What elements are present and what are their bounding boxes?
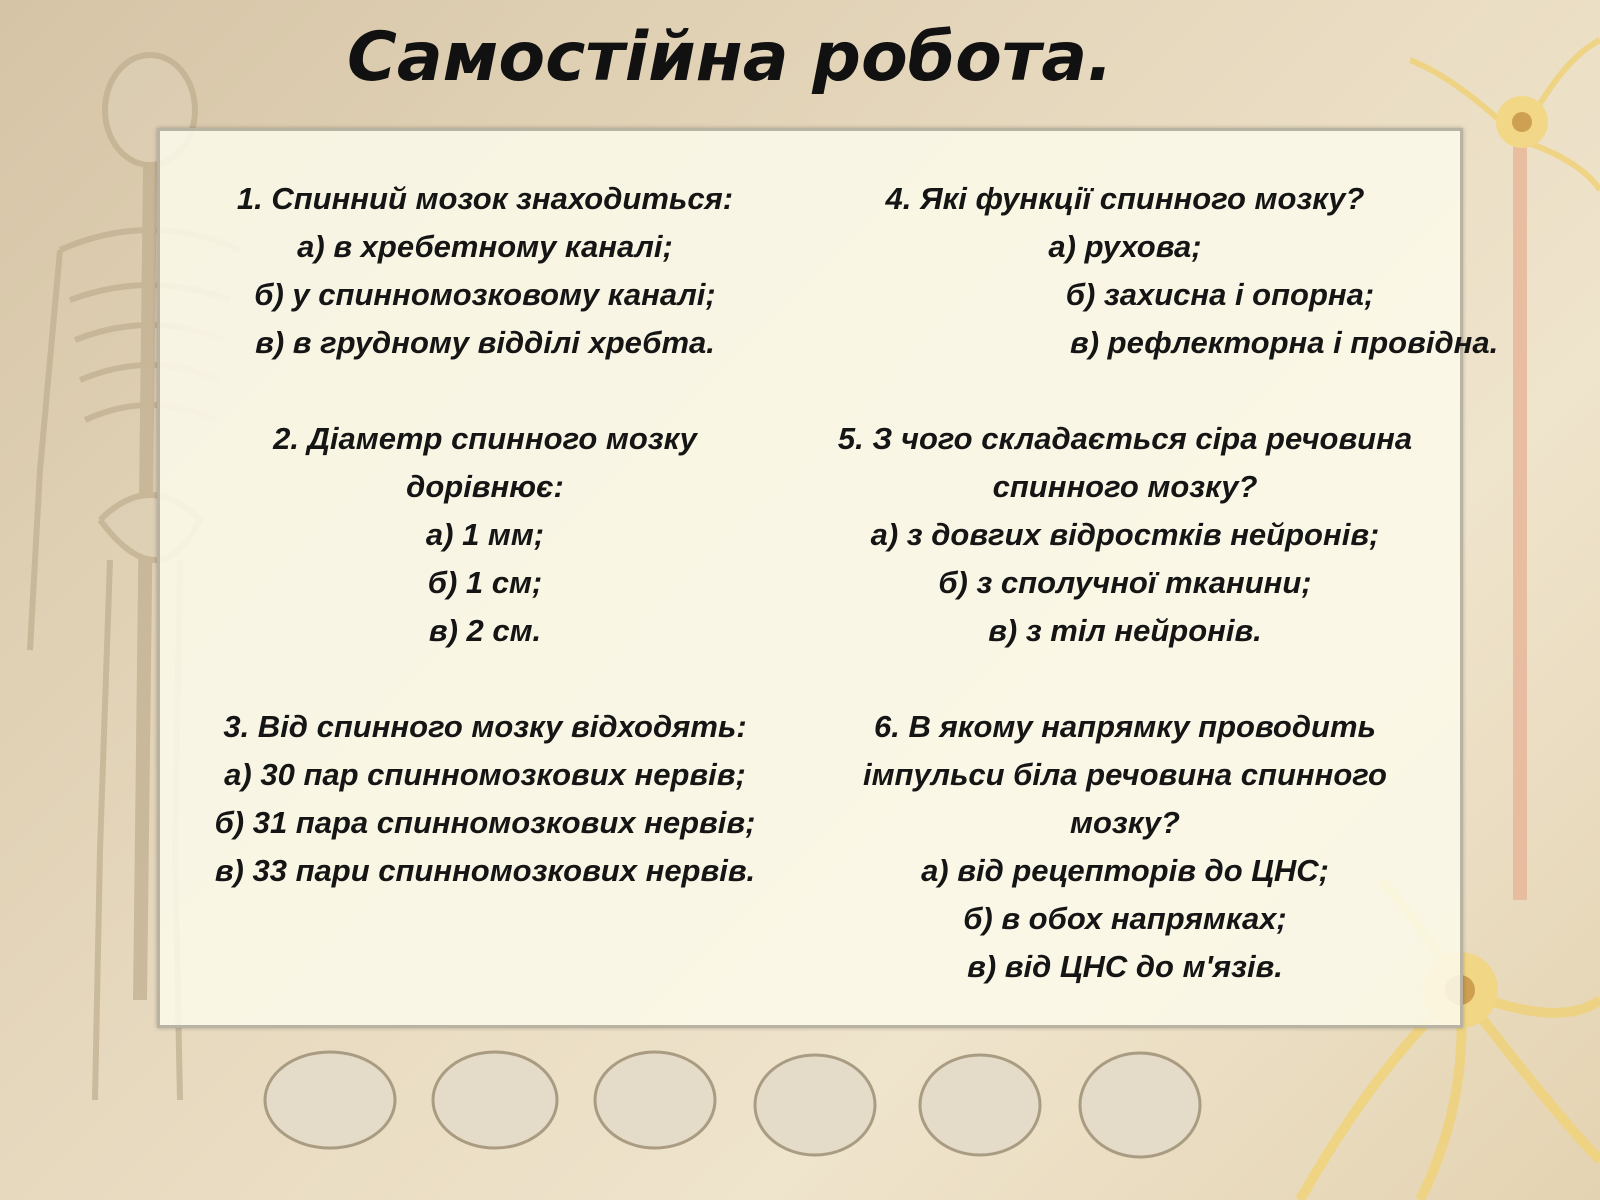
question-1-text: 1. Спинний мозок знаходиться: — [236, 181, 734, 216]
question-4-text: 4. Які функції спинного мозку? — [885, 181, 1365, 216]
skulls-illustration — [265, 1052, 1200, 1157]
question-2-option-a: а) 1 мм; — [425, 517, 545, 552]
question-1-option-b: б) у спинномозковому каналі; — [254, 277, 716, 312]
question-1-option-a: а) в хребетному каналі; — [297, 229, 673, 264]
question-4-option-a: а) рухова; — [1048, 229, 1202, 264]
question-6-text-line1: 6. В якому напрямку проводить — [874, 709, 1376, 744]
question-6 — [800, 703, 1450, 991]
question-5-text-line1: 5. З чого складається сіра речовина — [837, 421, 1413, 456]
question-6-text-line2: імпульси біла речовина спинного — [862, 757, 1387, 792]
question-6-option-a: а) від рецепторів до ЦНС; — [921, 853, 1329, 888]
right-column — [800, 175, 1499, 1039]
question-1-option-c: в) в грудному відділі хребта. — [255, 325, 715, 360]
question-3-option-c: в) 33 пари спинномозкових нервів. — [214, 853, 756, 888]
question-2 — [180, 415, 790, 655]
question-3-option-a: а) 30 пар спинномозкових нервів; — [224, 757, 746, 792]
left-column — [180, 175, 790, 943]
question-2-text-line1: 2. Діаметр спинного мозку — [273, 421, 697, 456]
slide-title: Самостійна робота. — [346, 18, 1114, 97]
content-panel — [157, 128, 1499, 1028]
question-4 — [800, 175, 1499, 367]
question-2-text-line2: дорівнює: — [406, 469, 564, 504]
question-6-option-b: б) в обох напрямках; — [963, 901, 1287, 936]
question-4-option-b: б) захисна і опорна; — [1065, 277, 1375, 312]
question-2-option-b: б) 1 см; — [427, 565, 543, 600]
question-6-option-c: в) від ЦНС до м'язів. — [967, 949, 1283, 984]
question-5-option-c: в) з тіл нейронів. — [988, 613, 1262, 648]
question-4-option-c: в) рефлекторна і провідна. — [1070, 325, 1499, 360]
question-5-option-a: а) з довгих відростків нейронів; — [870, 517, 1380, 552]
question-5 — [800, 415, 1450, 655]
question-3-option-b: б) 31 пара спинномозкових нервів; — [214, 805, 756, 840]
question-5-text-line2: спинного мозку? — [992, 469, 1258, 504]
question-5-option-b: б) з сполучної тканини; — [938, 565, 1312, 600]
question-2-option-c: в) 2 см. — [428, 613, 542, 648]
question-6-text-line3: мозку? — [1070, 805, 1180, 840]
question-3-text: 3. Від спинного мозку відходять: — [223, 709, 747, 744]
question-3 — [180, 703, 790, 895]
question-1 — [180, 175, 790, 367]
